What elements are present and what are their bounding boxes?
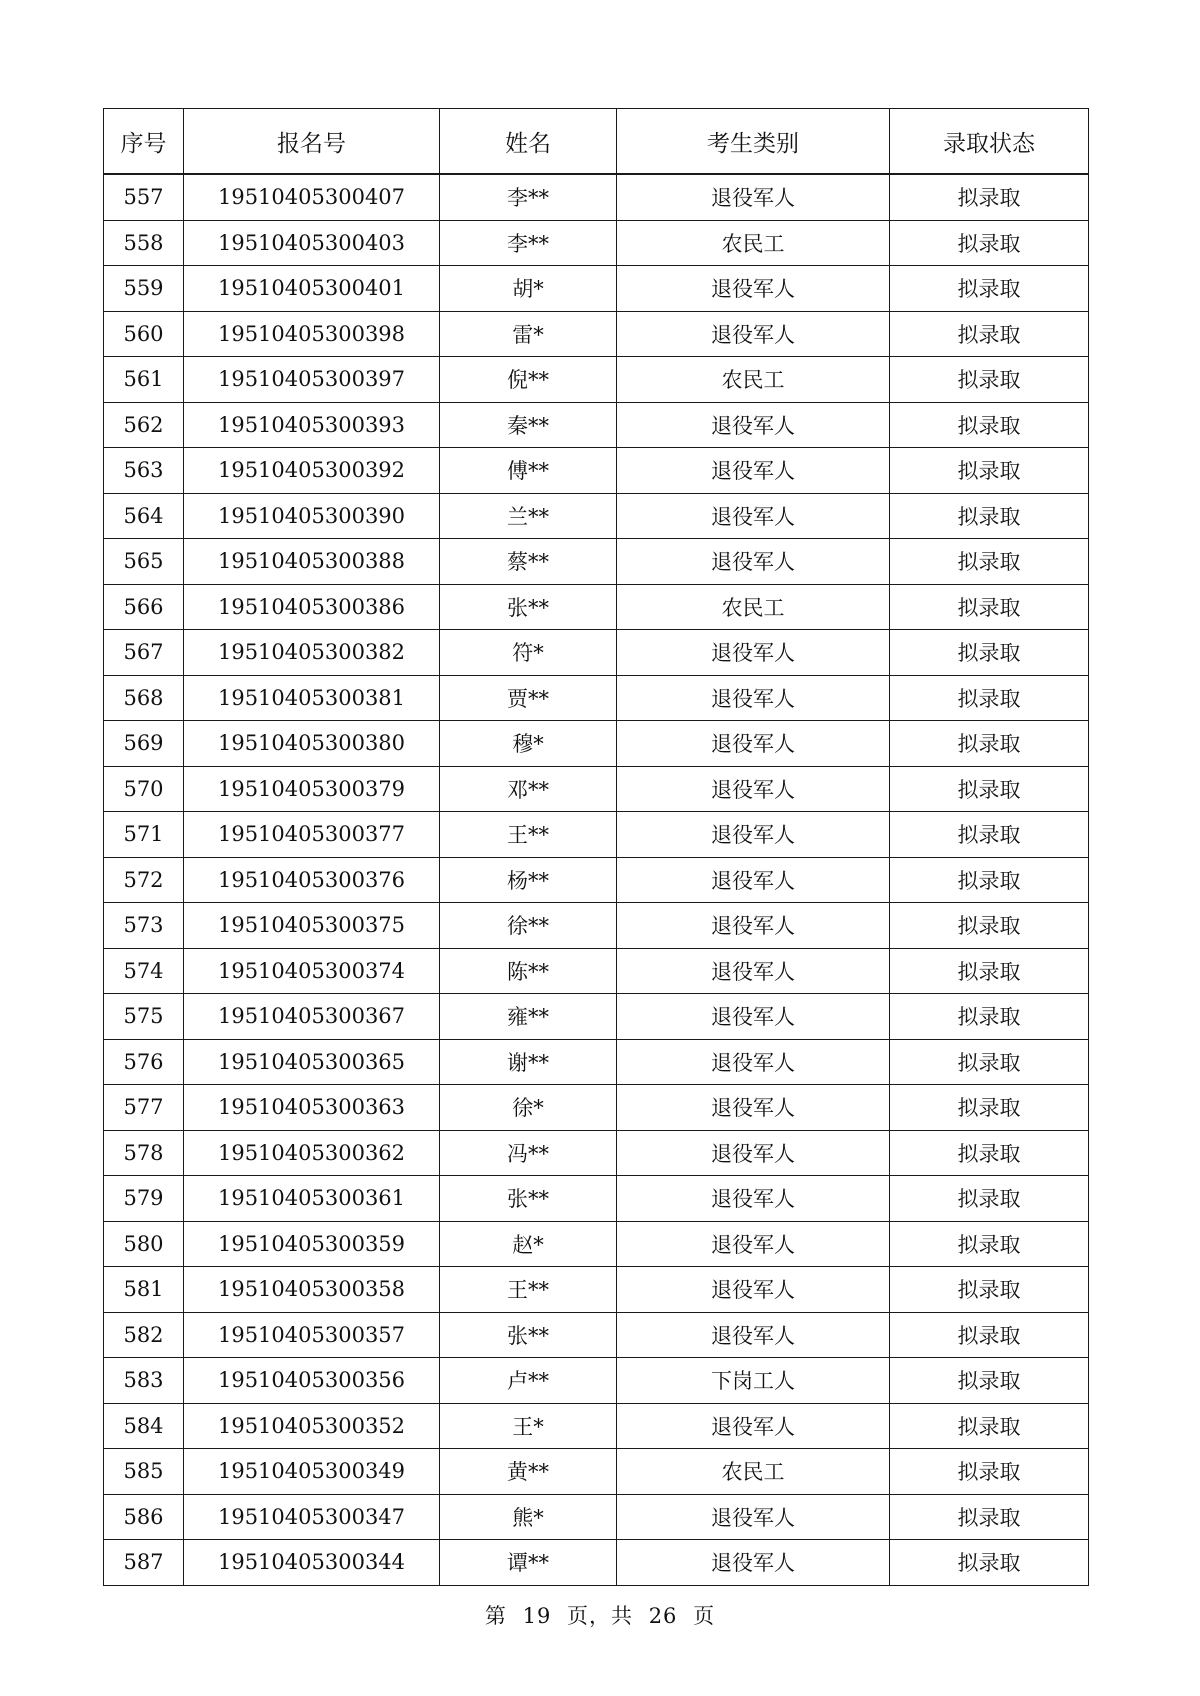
table-body bbox=[104, 174, 1089, 1585]
cell-reg-no: 19510405300401 bbox=[184, 266, 440, 312]
cell-seq: 563 bbox=[104, 448, 184, 494]
cell-name: 兰** bbox=[440, 493, 617, 539]
table-row bbox=[104, 1449, 1089, 1495]
cell-category: 退役军人 bbox=[617, 402, 890, 448]
cell-seq: 578 bbox=[104, 1130, 184, 1176]
page-footer bbox=[0, 1600, 1200, 1630]
cell-status: 拟录取 bbox=[890, 1312, 1089, 1358]
table-row bbox=[104, 584, 1089, 630]
cell-reg-no: 19510405300362 bbox=[184, 1130, 440, 1176]
cell-reg-no: 19510405300393 bbox=[184, 402, 440, 448]
cell-reg-no: 19510405300352 bbox=[184, 1403, 440, 1449]
cell-name: 蔡** bbox=[440, 539, 617, 585]
cell-category: 农民工 bbox=[617, 220, 890, 266]
cell-seq: 562 bbox=[104, 402, 184, 448]
cell-status: 拟录取 bbox=[890, 402, 1089, 448]
cell-category: 下岗工人 bbox=[617, 1358, 890, 1404]
footer-total-pages: 26 bbox=[648, 1604, 678, 1628]
cell-status: 拟录取 bbox=[890, 584, 1089, 630]
table-row bbox=[104, 1358, 1089, 1404]
cell-reg-no: 19510405300381 bbox=[184, 675, 440, 721]
table-row bbox=[104, 903, 1089, 949]
cell-category: 退役军人 bbox=[617, 857, 890, 903]
cell-status: 拟录取 bbox=[890, 1449, 1089, 1495]
cell-seq: 566 bbox=[104, 584, 184, 630]
cell-status: 拟录取 bbox=[890, 812, 1089, 858]
cell-category: 退役军人 bbox=[617, 812, 890, 858]
cell-name: 王** bbox=[440, 812, 617, 858]
cell-category: 农民工 bbox=[617, 584, 890, 630]
cell-reg-no: 19510405300376 bbox=[184, 857, 440, 903]
table-row bbox=[104, 721, 1089, 767]
cell-seq: 582 bbox=[104, 1312, 184, 1358]
cell-status: 拟录取 bbox=[890, 1176, 1089, 1222]
cell-category: 退役军人 bbox=[617, 1130, 890, 1176]
cell-name: 徐* bbox=[440, 1085, 617, 1131]
cell-name: 黄** bbox=[440, 1449, 617, 1495]
cell-name: 李** bbox=[440, 220, 617, 266]
table-row bbox=[104, 812, 1089, 858]
cell-seq: 572 bbox=[104, 857, 184, 903]
cell-reg-no: 19510405300386 bbox=[184, 584, 440, 630]
cell-status: 拟录取 bbox=[890, 1540, 1089, 1586]
table-row bbox=[104, 493, 1089, 539]
cell-seq: 583 bbox=[104, 1358, 184, 1404]
cell-reg-no: 19510405300388 bbox=[184, 539, 440, 585]
table-row bbox=[104, 1540, 1089, 1586]
cell-seq: 586 bbox=[104, 1494, 184, 1540]
cell-status: 拟录取 bbox=[890, 766, 1089, 812]
table-row bbox=[104, 1221, 1089, 1267]
cell-status: 拟录取 bbox=[890, 174, 1089, 220]
table-row bbox=[104, 539, 1089, 585]
cell-reg-no: 19510405300375 bbox=[184, 903, 440, 949]
cell-reg-no: 19510405300361 bbox=[184, 1176, 440, 1222]
cell-reg-no: 19510405300367 bbox=[184, 994, 440, 1040]
cell-reg-no: 19510405300358 bbox=[184, 1267, 440, 1313]
table-row bbox=[104, 1312, 1089, 1358]
cell-category: 退役军人 bbox=[617, 1267, 890, 1313]
footer-middle: 页，共 bbox=[567, 1604, 633, 1628]
cell-status: 拟录取 bbox=[890, 493, 1089, 539]
cell-reg-no: 19510405300390 bbox=[184, 493, 440, 539]
cell-name: 胡* bbox=[440, 266, 617, 312]
table-row bbox=[104, 220, 1089, 266]
cell-name: 杨** bbox=[440, 857, 617, 903]
cell-category: 退役军人 bbox=[617, 1540, 890, 1586]
cell-seq: 585 bbox=[104, 1449, 184, 1495]
cell-reg-no: 19510405300397 bbox=[184, 357, 440, 403]
table-row bbox=[104, 266, 1089, 312]
cell-name: 李** bbox=[440, 174, 617, 220]
cell-category: 退役军人 bbox=[617, 174, 890, 220]
table-row bbox=[104, 1085, 1089, 1131]
cell-status: 拟录取 bbox=[890, 948, 1089, 994]
table-row bbox=[104, 857, 1089, 903]
cell-status: 拟录取 bbox=[890, 630, 1089, 676]
cell-name: 贾** bbox=[440, 675, 617, 721]
cell-reg-no: 19510405300363 bbox=[184, 1085, 440, 1131]
cell-reg-no: 19510405300380 bbox=[184, 721, 440, 767]
cell-seq: 580 bbox=[104, 1221, 184, 1267]
cell-reg-no: 19510405300407 bbox=[184, 174, 440, 220]
cell-category: 农民工 bbox=[617, 1449, 890, 1495]
cell-seq: 574 bbox=[104, 948, 184, 994]
cell-status: 拟录取 bbox=[890, 1130, 1089, 1176]
cell-name: 张** bbox=[440, 1312, 617, 1358]
cell-name: 徐** bbox=[440, 903, 617, 949]
cell-category: 退役军人 bbox=[617, 1494, 890, 1540]
cell-status: 拟录取 bbox=[890, 675, 1089, 721]
cell-name: 穆* bbox=[440, 721, 617, 767]
cell-category: 农民工 bbox=[617, 357, 890, 403]
cell-seq: 569 bbox=[104, 721, 184, 767]
cell-seq: 567 bbox=[104, 630, 184, 676]
cell-status: 拟录取 bbox=[890, 266, 1089, 312]
cell-category: 退役军人 bbox=[617, 994, 890, 1040]
cell-reg-no: 19510405300379 bbox=[184, 766, 440, 812]
cell-status: 拟录取 bbox=[890, 721, 1089, 767]
cell-status: 拟录取 bbox=[890, 1085, 1089, 1131]
footer-current-page: 19 bbox=[522, 1604, 552, 1628]
cell-seq: 564 bbox=[104, 493, 184, 539]
cell-category: 退役军人 bbox=[617, 1312, 890, 1358]
header-name: 姓名 bbox=[440, 109, 617, 175]
cell-seq: 560 bbox=[104, 311, 184, 357]
cell-seq: 576 bbox=[104, 1039, 184, 1085]
table-row bbox=[104, 402, 1089, 448]
cell-seq: 587 bbox=[104, 1540, 184, 1586]
cell-seq: 561 bbox=[104, 357, 184, 403]
cell-category: 退役军人 bbox=[617, 493, 890, 539]
cell-status: 拟录取 bbox=[890, 1039, 1089, 1085]
table-row bbox=[104, 1130, 1089, 1176]
cell-category: 退役军人 bbox=[617, 1221, 890, 1267]
cell-reg-no: 19510405300347 bbox=[184, 1494, 440, 1540]
header-reg-no: 报名号 bbox=[184, 109, 440, 175]
cell-category: 退役军人 bbox=[617, 448, 890, 494]
cell-reg-no: 19510405300365 bbox=[184, 1039, 440, 1085]
cell-reg-no: 19510405300357 bbox=[184, 1312, 440, 1358]
cell-name: 谭** bbox=[440, 1540, 617, 1586]
table-row bbox=[104, 311, 1089, 357]
cell-name: 卢** bbox=[440, 1358, 617, 1404]
cell-name: 雍** bbox=[440, 994, 617, 1040]
cell-status: 拟录取 bbox=[890, 857, 1089, 903]
cell-seq: 577 bbox=[104, 1085, 184, 1131]
cell-category: 退役军人 bbox=[617, 630, 890, 676]
cell-status: 拟录取 bbox=[890, 1494, 1089, 1540]
cell-category: 退役军人 bbox=[617, 903, 890, 949]
cell-category: 退役军人 bbox=[617, 1085, 890, 1131]
cell-reg-no: 19510405300382 bbox=[184, 630, 440, 676]
admission-table bbox=[103, 108, 1089, 1586]
cell-category: 退役军人 bbox=[617, 266, 890, 312]
cell-name: 符* bbox=[440, 630, 617, 676]
table-row bbox=[104, 766, 1089, 812]
table-row bbox=[104, 1494, 1089, 1540]
cell-seq: 571 bbox=[104, 812, 184, 858]
cell-category: 退役军人 bbox=[617, 675, 890, 721]
header-status: 录取状态 bbox=[890, 109, 1089, 175]
cell-reg-no: 19510405300403 bbox=[184, 220, 440, 266]
cell-name: 傅** bbox=[440, 448, 617, 494]
cell-category: 退役军人 bbox=[617, 721, 890, 767]
footer-suffix: 页 bbox=[693, 1604, 716, 1628]
cell-seq: 579 bbox=[104, 1176, 184, 1222]
cell-status: 拟录取 bbox=[890, 994, 1089, 1040]
cell-seq: 584 bbox=[104, 1403, 184, 1449]
cell-status: 拟录取 bbox=[890, 1267, 1089, 1313]
cell-name: 倪** bbox=[440, 357, 617, 403]
cell-status: 拟录取 bbox=[890, 1221, 1089, 1267]
cell-reg-no: 19510405300356 bbox=[184, 1358, 440, 1404]
header-category: 考生类别 bbox=[617, 109, 890, 175]
cell-seq: 557 bbox=[104, 174, 184, 220]
cell-reg-no: 19510405300344 bbox=[184, 1540, 440, 1586]
table-row bbox=[104, 357, 1089, 403]
table-row bbox=[104, 174, 1089, 220]
cell-status: 拟录取 bbox=[890, 448, 1089, 494]
cell-name: 熊* bbox=[440, 1494, 617, 1540]
cell-status: 拟录取 bbox=[890, 357, 1089, 403]
cell-seq: 573 bbox=[104, 903, 184, 949]
table-row bbox=[104, 994, 1089, 1040]
header-row bbox=[104, 109, 1089, 175]
cell-seq: 565 bbox=[104, 539, 184, 585]
cell-category: 退役军人 bbox=[617, 539, 890, 585]
cell-name: 秦** bbox=[440, 402, 617, 448]
cell-name: 张** bbox=[440, 584, 617, 630]
cell-seq: 568 bbox=[104, 675, 184, 721]
cell-name: 邓** bbox=[440, 766, 617, 812]
cell-category: 退役军人 bbox=[617, 1403, 890, 1449]
cell-name: 王** bbox=[440, 1267, 617, 1313]
cell-reg-no: 19510405300392 bbox=[184, 448, 440, 494]
cell-status: 拟录取 bbox=[890, 220, 1089, 266]
cell-category: 退役军人 bbox=[617, 311, 890, 357]
table-row bbox=[104, 675, 1089, 721]
table-row bbox=[104, 630, 1089, 676]
cell-reg-no: 19510405300377 bbox=[184, 812, 440, 858]
cell-status: 拟录取 bbox=[890, 311, 1089, 357]
table-row bbox=[104, 1267, 1089, 1313]
cell-seq: 558 bbox=[104, 220, 184, 266]
cell-status: 拟录取 bbox=[890, 539, 1089, 585]
table-row bbox=[104, 448, 1089, 494]
cell-status: 拟录取 bbox=[890, 903, 1089, 949]
cell-seq: 581 bbox=[104, 1267, 184, 1313]
header-seq: 序号 bbox=[104, 109, 184, 175]
cell-seq: 559 bbox=[104, 266, 184, 312]
cell-seq: 570 bbox=[104, 766, 184, 812]
cell-name: 王* bbox=[440, 1403, 617, 1449]
cell-category: 退役军人 bbox=[617, 1039, 890, 1085]
cell-reg-no: 19510405300398 bbox=[184, 311, 440, 357]
cell-reg-no: 19510405300359 bbox=[184, 1221, 440, 1267]
cell-reg-no: 19510405300349 bbox=[184, 1449, 440, 1495]
cell-name: 冯** bbox=[440, 1130, 617, 1176]
cell-status: 拟录取 bbox=[890, 1358, 1089, 1404]
cell-category: 退役军人 bbox=[617, 1176, 890, 1222]
footer-prefix: 第 bbox=[484, 1604, 507, 1628]
table-row bbox=[104, 948, 1089, 994]
table-header bbox=[104, 109, 1089, 175]
cell-name: 张** bbox=[440, 1176, 617, 1222]
cell-reg-no: 19510405300374 bbox=[184, 948, 440, 994]
table-row bbox=[104, 1039, 1089, 1085]
table-row bbox=[104, 1176, 1089, 1222]
cell-name: 赵* bbox=[440, 1221, 617, 1267]
cell-name: 谢** bbox=[440, 1039, 617, 1085]
cell-seq: 575 bbox=[104, 994, 184, 1040]
cell-status: 拟录取 bbox=[890, 1403, 1089, 1449]
cell-category: 退役军人 bbox=[617, 766, 890, 812]
cell-name: 雷* bbox=[440, 311, 617, 357]
cell-name: 陈** bbox=[440, 948, 617, 994]
table-row bbox=[104, 1403, 1089, 1449]
cell-category: 退役军人 bbox=[617, 948, 890, 994]
